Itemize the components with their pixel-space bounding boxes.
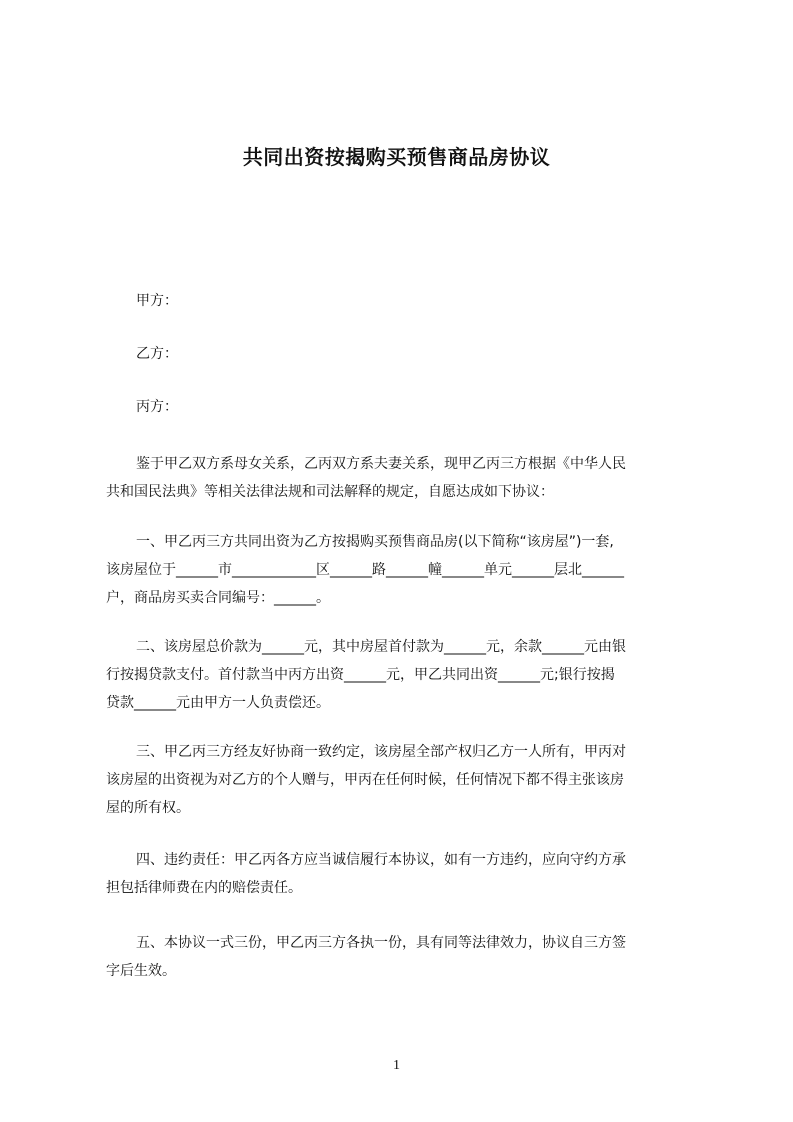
- page-number: 1: [393, 1058, 400, 1073]
- clause-3-paragraph: [106, 738, 696, 822]
- clause-2-paragraph: [106, 633, 696, 717]
- paragraph-line: 屋的所有权。: [106, 800, 190, 816]
- paragraph-line: 共和国民法典》等相关法律法规和司法解释的规定，自愿达成如下协议：: [106, 484, 554, 500]
- clause-1-paragraph: [106, 528, 696, 612]
- document-title: 共同出资按揭购买预售商品房协议: [242, 145, 551, 169]
- clause-4-paragraph: [106, 846, 696, 902]
- paragraph-line: 四、违约责任：甲乙丙各方应当诚信履行本协议，如有一方违约，应向守约方承: [136, 852, 626, 868]
- preamble-paragraph: [106, 450, 696, 506]
- party-b-label: 乙方：: [136, 346, 178, 362]
- paragraph-line: 担包括律师费在内的赔偿责任。: [106, 880, 302, 896]
- paragraph-line: 户，商品房买卖合同编号：______。: [106, 590, 330, 606]
- paragraph-line: 三、甲乙丙三方经友好协商一致约定，该房屋全部产权归乙方一人所有，甲丙对: [136, 744, 626, 760]
- paragraph-line: 一、甲乙丙三方共同出资为乙方按揭购买预售商品房(以下简称“该房屋”)一套,: [136, 534, 614, 550]
- party-c-label: 丙方：: [136, 399, 178, 415]
- clause-5-paragraph: [106, 929, 696, 985]
- paragraph-line: 二、该房屋总价款为______元，其中房屋首付款为______元，余款______元由银: [136, 639, 626, 655]
- paragraph-line: 五、本协议一式三份，甲乙丙三方各执一份，具有同等法律效力，协议自三方签: [136, 935, 626, 951]
- paragraph-line: 该房屋位于______市____________区______路______幢______单元______层北______: [106, 562, 624, 578]
- paragraph-line: 该房屋的出资视为对乙方的个人赠与，甲丙在任何时候，任何情况下都不得主张该房: [106, 772, 624, 788]
- paragraph-line: 鉴于甲乙双方系母女关系，乙丙双方系夫妻关系，现甲乙丙三方根据《中华人民: [136, 456, 626, 472]
- party-a-label: 甲方：: [136, 293, 178, 309]
- paragraph-line: 行按揭贷款支付。首付款当中丙方出资______元，甲乙共同出资______元;银行按揭: [106, 667, 615, 683]
- paragraph-line: 字后生效。: [106, 963, 176, 979]
- paragraph-line: 贷款______元由甲方一人负责偿还。: [106, 695, 330, 711]
